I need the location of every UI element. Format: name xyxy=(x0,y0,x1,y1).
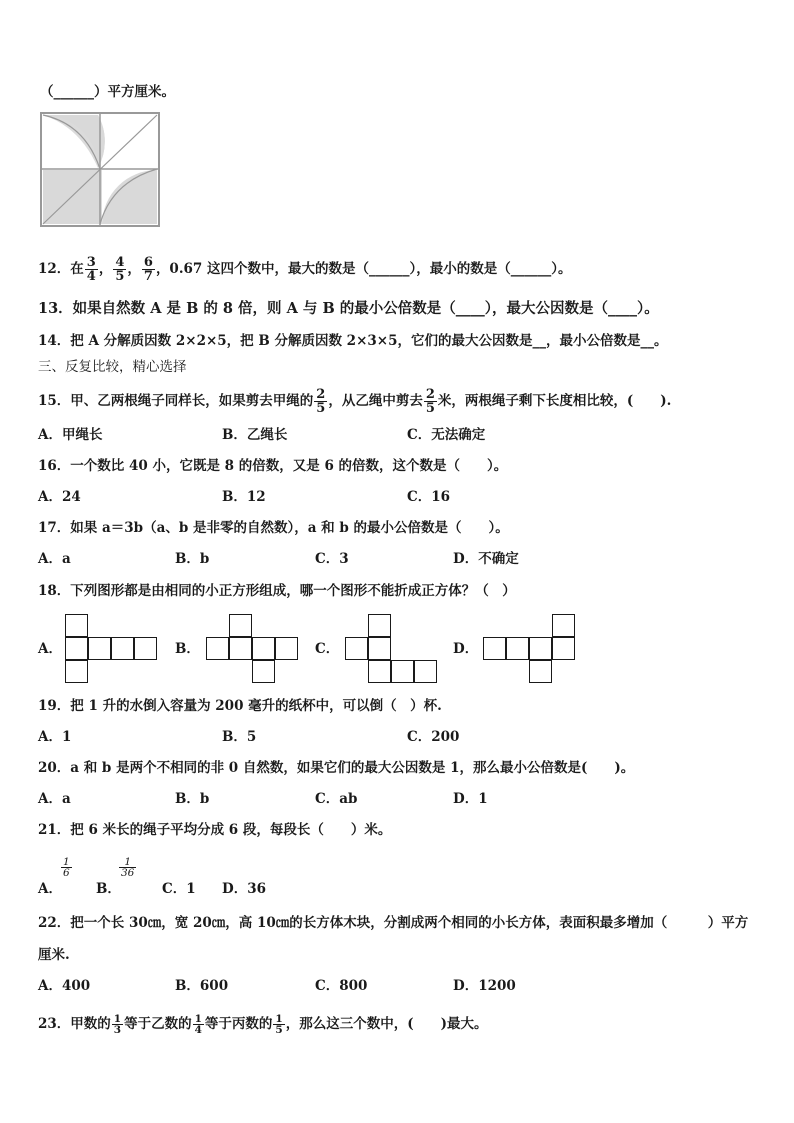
q18-net-d[interactable] xyxy=(483,614,575,684)
q18-label-c[interactable]: C． xyxy=(315,641,340,657)
q20-option-d[interactable]: D．1 xyxy=(453,791,488,807)
q19-option-a[interactable]: A．1 xyxy=(38,729,72,745)
fraction-1-5: $\frac{1}{5}$ xyxy=(275,1013,283,1036)
q11-answer-line: （______）平方厘米。 xyxy=(40,84,175,100)
q21-fraction-1-36: $\frac{1}{36}$ xyxy=(121,856,135,879)
q22-option-d[interactable]: D．1200 xyxy=(453,978,516,994)
question-22-line-1: 22．把一个长 30㎝，宽 20㎝，高 10㎝的长方体木块，分割成两个相同的小长方体，表面积最多增加（ ）平方 xyxy=(38,915,749,931)
question-21: 21．把 6 米长的绳子平均分成 6 段，每段长（ ）米。 xyxy=(38,822,392,838)
q11-square-figure xyxy=(40,112,160,227)
fraction-6-7: $\frac{6}{7}$ xyxy=(143,255,153,284)
fraction-2-5-b: $\frac{2}{5}$ xyxy=(425,387,435,416)
fraction-1-4: $\frac{1}{4}$ xyxy=(194,1013,202,1036)
fraction-1-3: $\frac{1}{3}$ xyxy=(113,1013,122,1036)
q21-option-b[interactable]: B． xyxy=(96,881,121,897)
q22-option-c[interactable]: C．800 xyxy=(315,978,368,994)
q18-net-b[interactable] xyxy=(206,614,298,684)
question-16: 16．一个数比 40 小，它既是 8 的倍数，又是 6 的倍数，这个数是（ ）。 xyxy=(38,458,508,474)
q20-option-c[interactable]: C．ab xyxy=(315,791,358,807)
q17-option-a[interactable]: A．a xyxy=(38,551,71,567)
q21-option-d[interactable]: D．36 xyxy=(222,881,266,897)
section-3-heading: 三、反复比较，精心选择 xyxy=(38,359,187,375)
q18-net-a[interactable] xyxy=(65,614,157,684)
q15-option-c[interactable]: C．无法确定 xyxy=(407,427,486,443)
q21-option-c[interactable]: C．1 xyxy=(162,881,196,897)
q16-option-b[interactable]: B．12 xyxy=(222,489,266,505)
q18-label-b[interactable]: B． xyxy=(175,641,200,657)
question-22-line-2: 厘米. xyxy=(38,947,70,963)
question-14: 14．把 A 分解质因数 2×2×5，把 B 分解质因数 2×3×5，它们的最大公因数是__，最小公倍数是__。 xyxy=(38,333,668,349)
fraction-3-4: $\frac{3}{4}$ xyxy=(86,255,96,284)
q18-label-d[interactable]: D． xyxy=(453,641,479,657)
q19-option-b[interactable]: B．5 xyxy=(222,729,257,745)
q16-option-c[interactable]: C．16 xyxy=(407,489,451,505)
question-19: 19．把 1 升的水倒入容量为 200 毫升的纸杯中，可以倒（ ）杯. xyxy=(38,698,442,714)
q22-option-b[interactable]: B．600 xyxy=(175,978,229,994)
question-18: 18．下列图形都是由相同的小正方形组成，哪一个图形不能折成正方体？（ ） xyxy=(38,583,516,599)
q15-option-a[interactable]: A．甲绳长 xyxy=(38,427,103,443)
q17-option-c[interactable]: C．3 xyxy=(315,551,349,567)
q21-fraction-1-6: $\frac{1}{6}$ xyxy=(63,856,70,879)
question-23: 23．甲数的 $\frac{1}{3}$ 等于乙数的 $\frac{1}{4}$ 等于丙数的 $\frac{1}{5}$ ，那么这三个数中，( )最大。 xyxy=(38,1013,488,1036)
question-20: 20．a 和 b 是两个不相同的非 0 自然数，如果它们的最大公因数是 1，那么最小公倍数是( )。 xyxy=(38,760,635,776)
q15-option-b[interactable]: B．乙绳长 xyxy=(222,427,288,443)
q21-option-a[interactable]: A． xyxy=(38,881,62,897)
fraction-2-5-a: $\frac{2}{5}$ xyxy=(316,387,326,416)
question-12: 12．在 $\frac{3}{4}$ ， $\frac{4}{5}$ ， $\frac{6}{7}$ ，0.67 这四个数中，最大的数是（______），最小的数是（______）。 xyxy=(38,255,572,284)
q18-net-c[interactable] xyxy=(345,614,437,684)
q19-option-c[interactable]: C．200 xyxy=(407,729,460,745)
q16-option-a[interactable]: A．24 xyxy=(38,489,81,505)
q17-option-b[interactable]: B．b xyxy=(175,551,210,567)
q18-label-a[interactable]: A． xyxy=(38,641,62,657)
question-17: 17．如果 a＝3b（a、b 是非零的自然数），a 和 b 的最小公倍数是（ ）。 xyxy=(38,520,509,536)
q22-option-a[interactable]: A．400 xyxy=(38,978,91,994)
question-15: 15．甲、乙两根绳子同样长，如果剪去甲绳的 $\frac{2}{5}$ ，从乙绳中剪去 $\frac{2}{5}$ 米，两根绳子剩下长度相比较，( ). xyxy=(38,387,672,416)
fraction-4-5: $\frac{4}{5}$ xyxy=(115,255,125,284)
q20-option-b[interactable]: B．b xyxy=(175,791,210,807)
q20-option-a[interactable]: A．a xyxy=(38,791,71,807)
q17-option-d[interactable]: D．不确定 xyxy=(453,551,519,567)
question-13: 13．如果自然数 A 是 B 的 8 倍，则 A 与 B 的最小公倍数是（____），最大公因数是（____）。 xyxy=(38,300,659,317)
